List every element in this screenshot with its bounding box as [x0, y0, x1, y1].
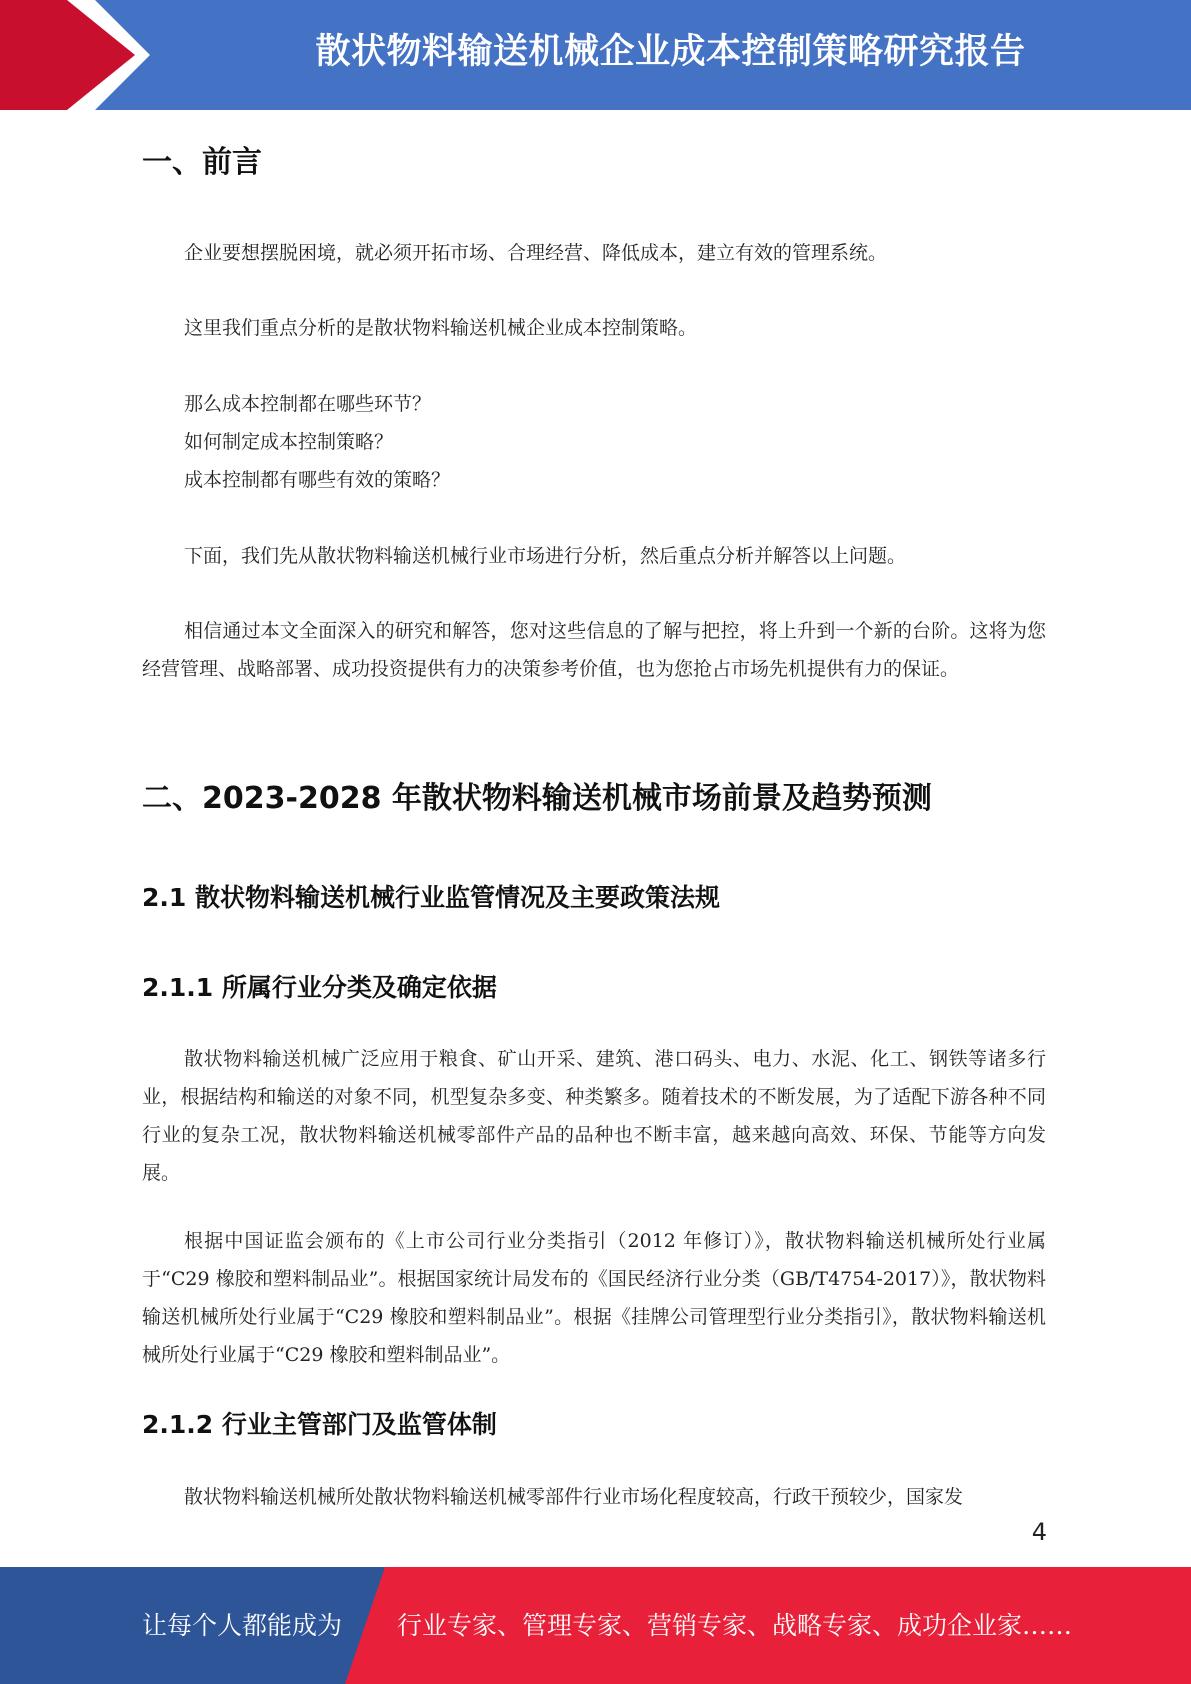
question-item: 成本控制都有哪些有效的策略？ [184, 469, 451, 491]
subsection-heading-2-1: 2.1 散状物料输送机械行业监管情况及主要政策法规 [142, 883, 720, 912]
industry-classification-paragraph-1: 散状物料输送机械广泛应用于粮食、矿山开采、建筑、港口码头、电力、水泥、化工、钢铁等诸多行业，根据结构和输送的对象不同，机型复杂多变、种类繁多。随着技术的不断发展，为了适配下游各种不同行业的复杂工况，散状物料输送机械零部件产品的品种也不断丰富，越来越向高效、环保、节能等方向发展。 [142, 1048, 1046, 1184]
page-number: 4 [1031, 1518, 1047, 1546]
report-title: 散状物料输送机械企业成本控制策略研究报告 [315, 32, 1026, 72]
industry-classification-paragraph-2: 根据中国证监会颁布的《上市公司行业分类指引（2012 年修订）》，散状物料输送机械所处行业属于“C29 橡胶和塑料制品业”。根据国家统计局发布的《国民经济行业分类（GB/T4754-2017）》，散状物料输送机械所处行业属于“C29 橡胶和塑料制品业”。根据《挂牌公司管理型行业分类指引》，散状物料输送机械所处行业属于“C29 橡胶和塑料制品业”。 [142, 1230, 1046, 1366]
intro-paragraph-1: 企业要想摆脱困境，就必须开拓市场、合理经营、降低成本，建立有效的管理系统。 [184, 242, 888, 264]
report-footer [0, 1567, 1191, 1684]
intro-paragraph-2: 这里我们重点分析的是散状物料输送机械企业成本控制策略。 [184, 317, 698, 339]
section-heading-intro: 一、前言 [142, 145, 262, 180]
section-heading-forecast: 二、2023-2028 年散状物料输送机械市场前景及趋势预测 [142, 781, 932, 816]
question-item: 如何制定成本控制策略？ [184, 431, 394, 453]
subsection-heading-2-1-1: 2.1.1 所属行业分类及确定依据 [142, 973, 497, 1002]
footer-slogan-left: 让每个人都能成为 [142, 1611, 343, 1640]
intro-paragraph-3: 下面，我们先从散状物料输送机械行业市场进行分析，然后重点分析并解答以上问题。 [184, 545, 907, 567]
intro-paragraph-4: 相信通过本文全面深入的研究和解答，您对这些信息的了解与把控，将上升到一个新的台阶。这将为您经营管理、战略部署、成功投资提供有力的决策参考价值，也为您抢占市场先机提供有力的保证。 [142, 620, 1046, 680]
regulation-paragraph-1: 散状物料输送机械所处散状物料输送机械零部件行业市场化程度较高，行政干预较少，国家发 [184, 1486, 964, 1508]
footer-slogan-right: 行业专家、管理专家、营销专家、战略专家、成功企业家…… [397, 1611, 1073, 1640]
question-item: 那么成本控制都在哪些环节？ [184, 393, 432, 415]
subsection-heading-2-1-2: 2.1.2 行业主管部门及监管体制 [142, 1410, 497, 1439]
report-header [0, 0, 1191, 110]
intro-question-list [142, 385, 1046, 499]
header-chevron-logo [0, 0, 150, 110]
